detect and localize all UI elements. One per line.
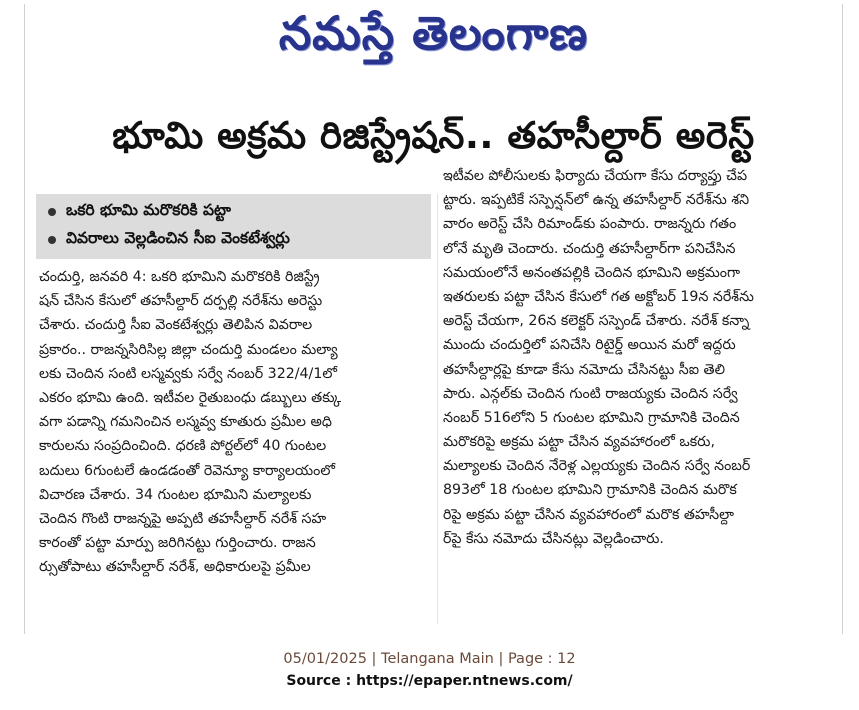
- body-line: సమయంలోనే అనంతపల్లికి చెందిన భూమిని అక్రమంగా: [443, 264, 741, 281]
- body-line: చేశారు. చందుర్తి సీఐ వెంకటేశ్వర్లు తెలిపిన వివరాల: [39, 317, 313, 334]
- body-line: అరెస్ట్ చేయగా, 26న కలెక్టర్ సస్పెండ్ చేశారు. నరేశ్ కన్నా: [443, 313, 750, 330]
- highlights-box: [36, 194, 431, 259]
- article-left-column: [39, 265, 431, 579]
- body-line: షన్ చేసిన కేసులో తహసీల్దార్ దర్పల్లి నరేశ్‌ను అరెస్టు: [39, 293, 323, 310]
- body-line: కారంతో పట్టా మార్పు జరిగినట్టు గుర్తించారు. రాజన: [39, 535, 316, 552]
- body-line: ముందు చందుర్తిలో పనిచేసి రిటైర్డ్ అయిన మరో ఇద్దరు: [443, 337, 736, 354]
- body-line: విచారణ చేశారు. 34 గుంటల భూమిని మల్యాలకు: [39, 486, 312, 503]
- body-line: ర్సుతోపాటు తహసీల్దార్ నరేశ్, అధికారులపై ప్రమీల: [39, 559, 311, 576]
- body-line: 893లో 18 గుంటల భూమిని గ్రామానికి చెందిన మరొక: [443, 482, 737, 499]
- body-line: నంబర్ 516లోని 5 గుంటల భూమిని గ్రామానికి చెందిన: [443, 409, 740, 426]
- newspaper-clipping: [24, 4, 843, 634]
- article-right-column: [443, 164, 833, 551]
- article-headline-container: [25, 112, 842, 168]
- body-line: చెందిన గొంటి రాజన్నపై అప్పటి తహసీల్దార్ నరేశ్ సహ: [39, 510, 327, 527]
- body-line: ప్రకారం.. రాజన్నసిరిసిల్ల జిల్లా చందుర్తి మండలం మల్యా: [39, 341, 338, 358]
- body-line: ఇటీవల పోలీసులకు ఫిర్యాదు చేయగా కేసు దర్యాప్తు చేప: [443, 168, 748, 184]
- bullet-dot-icon: [48, 236, 56, 244]
- body-line: రిపై అక్రమ పట్టా చేసిన వ్యవహారంలో మరొక తహసీల్దా: [443, 506, 734, 523]
- body-line: ర్‌పై కేసు నమోదు చేసినట్లు వెల్లడించారు.: [443, 530, 664, 547]
- edition-info: 05/01/2025 | Telangana Main | Page : 12: [283, 651, 576, 667]
- body-line: పారు. ఎన్గల్‌కు చెందిన గుంటి రాజయ్యకు చెందిన సర్వే: [443, 385, 738, 402]
- body-line: చందుర్తి, జనవరి 4: ఒకరి భూమిని మరొకరికి రిజిస్ట్రే: [39, 269, 320, 285]
- body-line: కారులను సంప్రదించింది. ధరణి పోర్టల్‌లో 40 గుంటల: [39, 438, 327, 455]
- body-line: తహసీల్దార్లపై కూడా కేసు నమోదు చేసినట్టు సీఐ తెలి: [443, 361, 725, 378]
- highlight-item: [44, 198, 423, 226]
- masthead-title: నమస్తే తెలంగాణ: [278, 6, 589, 60]
- bullet-dot-icon: [48, 208, 56, 216]
- body-line: లకు చెందిన సంటి లస్మవ్వకు సర్వే నంబర్ 322/4/1లో: [39, 365, 337, 382]
- body-line: మల్యాలకు చెందిన నేరెళ్ల ఎల్లయ్యకు చెందిన సర్వే నంబర్: [443, 458, 751, 475]
- body-line: ఎకరం భూమి ఉంది. ఇటీవల రైతుబంధు డబ్బులు తక్కు: [39, 389, 342, 406]
- article-headline: భూమి అక్రమ రిజిస్ట్రేషన్.. తహసీల్దార్ అరెస్ట్: [112, 114, 755, 157]
- body-line: వగా పడాన్ని గమనించిన లస్మవ్వ కూతురు ప్రమీల అధి: [39, 414, 332, 431]
- highlight-text: వివరాలు వెల్లడించిన సీఐ వెంకటేశ్వర్లు: [66, 229, 290, 247]
- body-line: ట్టారు. ఇప్పటికే సస్పెన్షన్‌లో ఉన్న తహసీల్దార్ నరేశ్‌ను శని: [443, 192, 750, 209]
- body-line: మరొకరిపై అక్రమ పట్టా చేసిన వ్యవహారంలో ఒకరు,: [443, 434, 715, 451]
- masthead: [25, 4, 842, 74]
- body-line: ఇతరులకు పట్టా చేసిన కేసులో గత అక్టోబర్ 19న నరేశ్‌ను: [443, 288, 754, 305]
- highlight-item: [44, 226, 423, 254]
- column-divider: [437, 194, 438, 624]
- body-line: వారం అరెస్ట్ చేసి రిమాండ్‌కు పంపారు. రాజన్నరు గతం: [443, 216, 737, 233]
- highlight-text: ఒకరి భూమి మరొకరికి పట్టా: [66, 201, 231, 219]
- page-footer: [0, 648, 859, 692]
- body-line: బదులు 6గుంటలే ఉండడంతో రెవెన్యూ కార్యాలయంలో: [39, 462, 335, 479]
- body-line: లోనే మృతి చెందారు. చందుర్తి తహసీల్దార్‌గా పనిచేసిన: [443, 240, 736, 257]
- source-link[interactable]: Source : https://epaper.ntnews.com/: [286, 673, 573, 689]
